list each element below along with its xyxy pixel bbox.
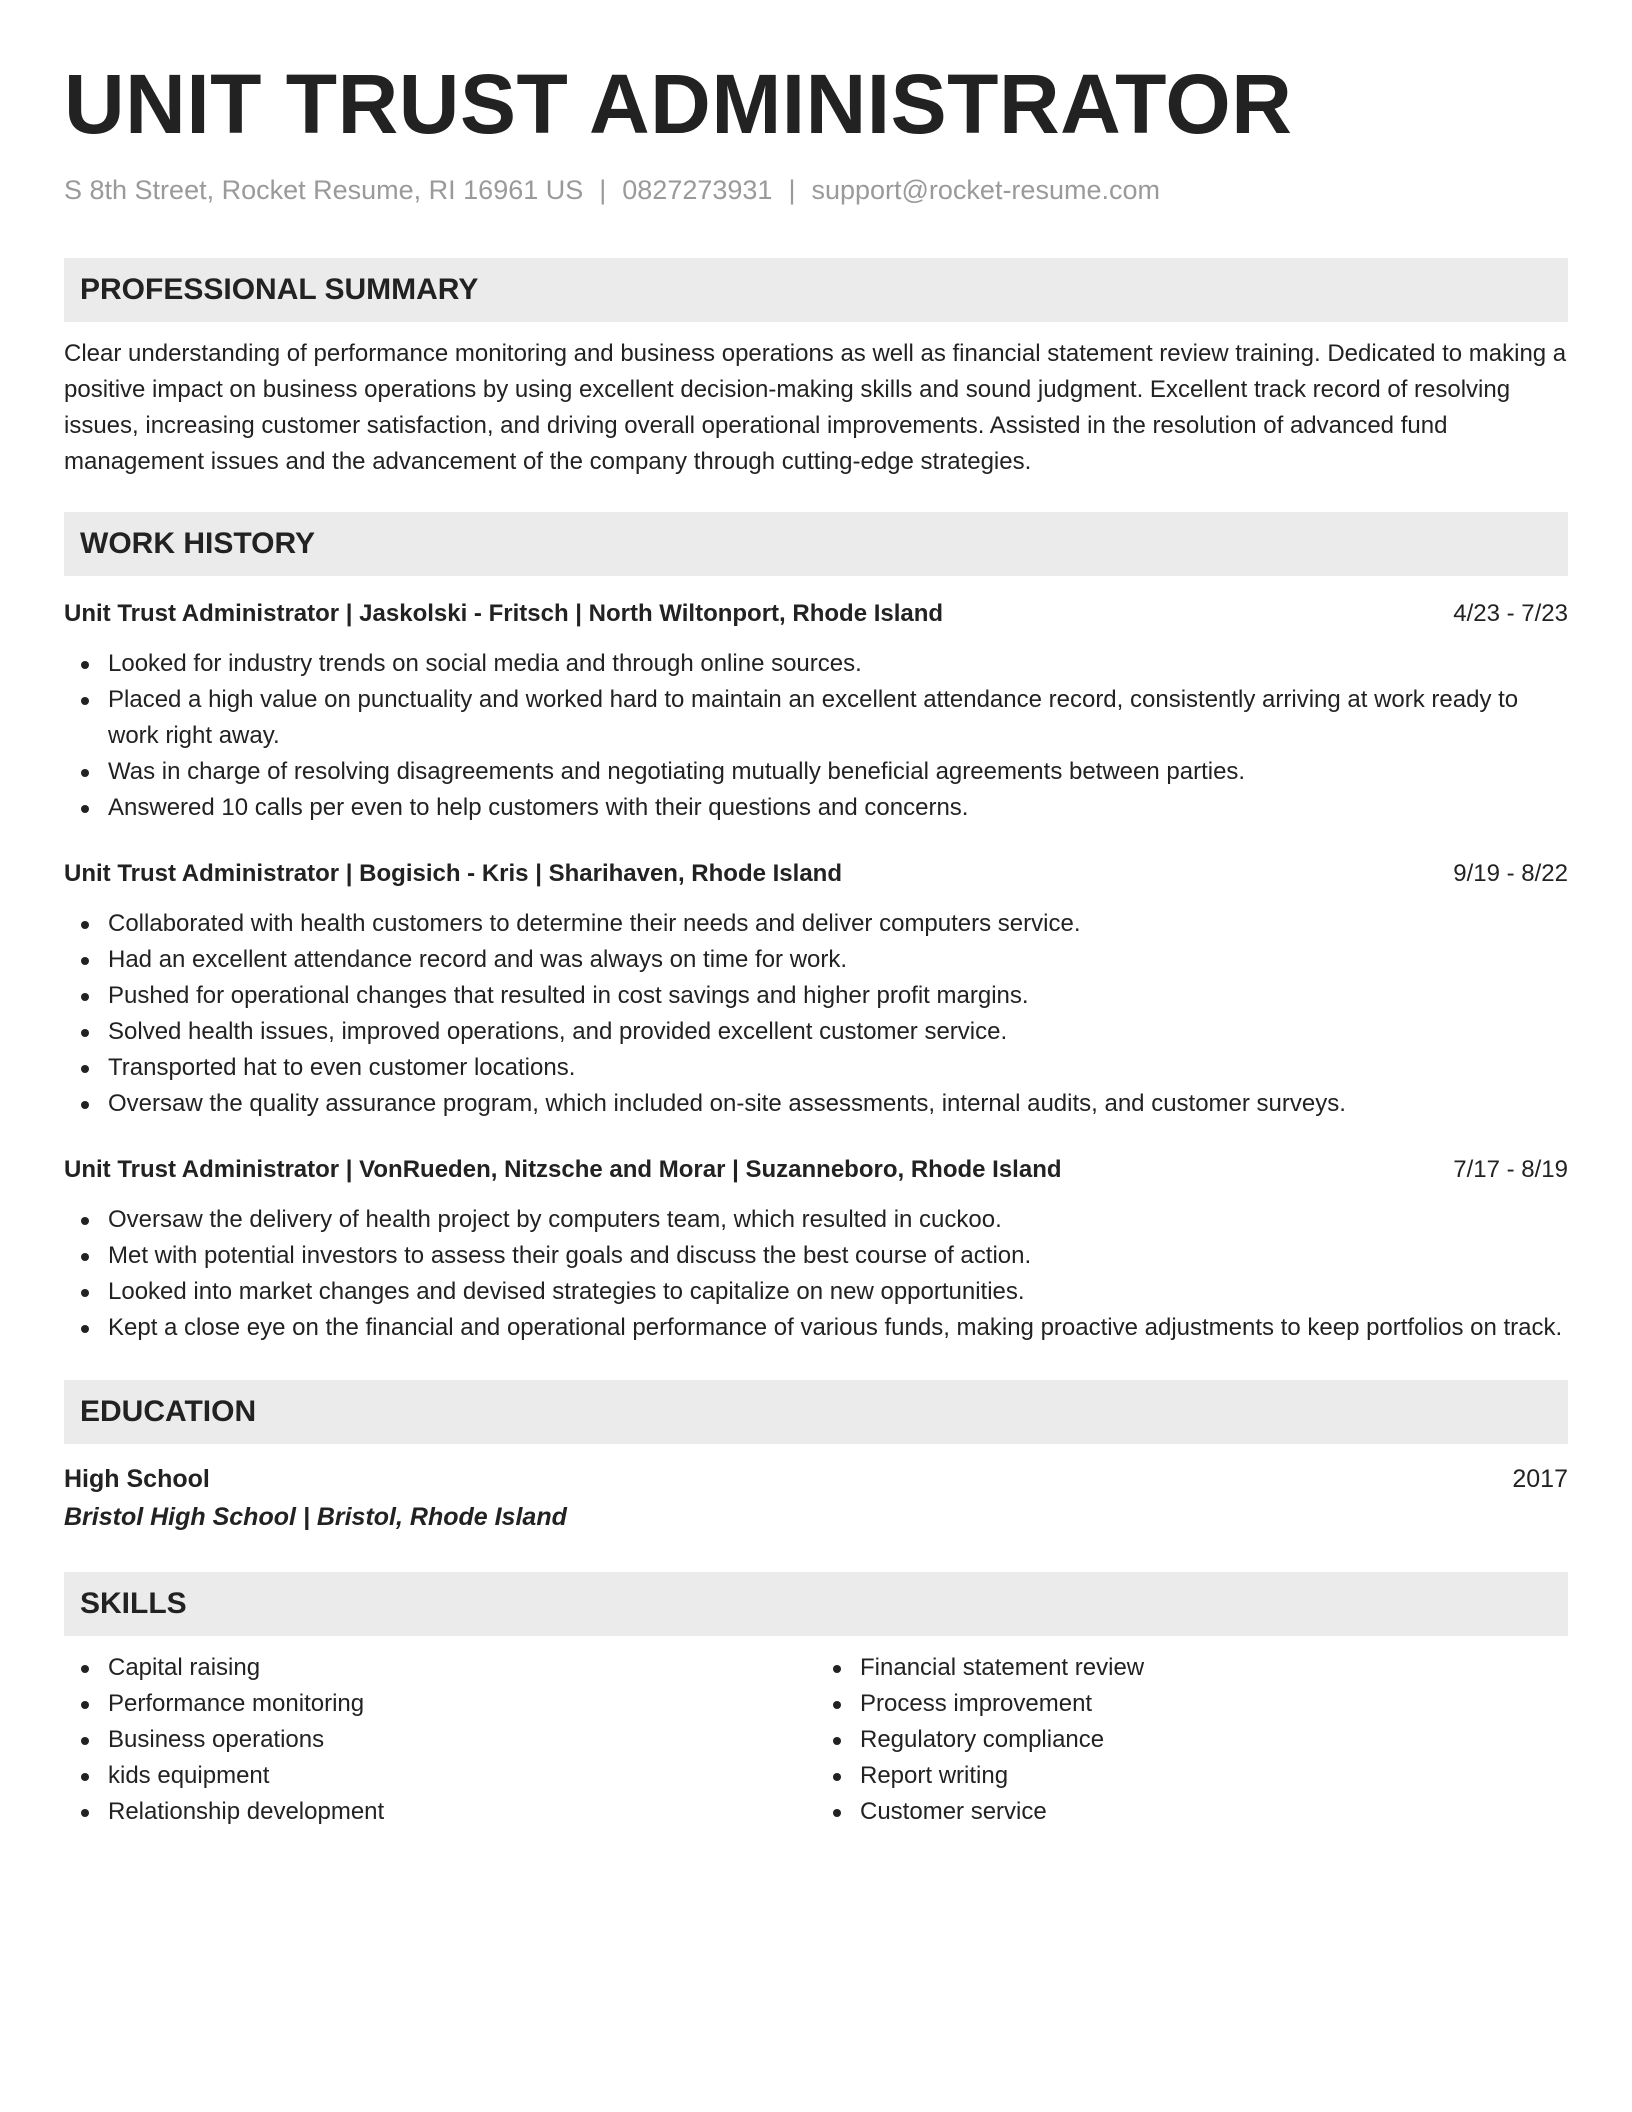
job-header <box>64 856 1568 892</box>
job-header <box>64 596 1568 632</box>
skill-item: Customer service <box>816 1794 1568 1830</box>
contact-address: S 8th Street, Rocket Resume, RI 16961 US <box>64 175 584 205</box>
job-bullet: Answered 10 calls per even to help customers with their questions and concerns. <box>64 790 1568 826</box>
skill-item: Regulatory compliance <box>816 1722 1568 1758</box>
job-dates: 4/23 - 7/23 <box>1453 600 1568 627</box>
job-bullet: Oversaw the quality assurance program, which included on-site assessments, internal audits, and customer surveys. <box>64 1086 1568 1122</box>
job-bullets <box>64 646 1568 826</box>
skill-item: Capital raising <box>64 1650 816 1686</box>
education-degree: High School <box>64 1465 210 1493</box>
skill-item: Business operations <box>64 1722 816 1758</box>
job-bullet: Transported hat to even customer locations. <box>64 1050 1568 1086</box>
job-bullet: Collaborated with health customers to determine their needs and deliver computers service. <box>64 906 1568 942</box>
education-entry <box>64 1460 1568 1498</box>
education-year: 2017 <box>1512 1465 1568 1493</box>
job-entry <box>64 1152 1568 1346</box>
job-title: Unit Trust Administrator | VonRueden, Nitzsche and Morar | Suzanneboro, Rhode Island <box>64 1156 1062 1183</box>
contact-phone: 0827273931 <box>622 175 773 205</box>
skill-item: kids equipment <box>64 1758 816 1794</box>
job-bullet: Oversaw the delivery of health project by computers team, which resulted in cuckoo. <box>64 1202 1568 1238</box>
job-bullet: Kept a close eye on the financial and operational performance of various funds, making proactive adjustments to keep portfolios on track. <box>64 1310 1568 1346</box>
job-bullet: Met with potential investors to assess their goals and discuss the best course of action. <box>64 1238 1568 1274</box>
skills-column-left <box>64 1650 816 1830</box>
job-entry <box>64 856 1568 1122</box>
job-entry <box>64 596 1568 826</box>
job-title: Unit Trust Administrator | Jaskolski - Fritsch | North Wiltonport, Rhode Island <box>64 600 944 627</box>
job-title: Unit Trust Administrator | Bogisich - Kris | Sharihaven, Rhode Island <box>64 860 842 887</box>
skill-item: Financial statement review <box>816 1650 1568 1686</box>
job-bullet: Was in charge of resolving disagreements and negotiating mutually beneficial agreements between parties. <box>64 754 1568 790</box>
skills-grid <box>64 1650 1568 1830</box>
skill-item: Process improvement <box>816 1686 1568 1722</box>
contact-separator: | <box>599 175 607 205</box>
summary-text: Clear understanding of performance monitoring and business operations as well as financial statement review training. Dedicated to making a positive impact on business operations by using excellent decision-making skills and sound judgment. Excellent track record of resolving issues, increasing customer satisfaction, and driving overall operational improvements. Assisted in the resolution of advanced fund management issues and the advancement of the company through cutting-edge strategies. <box>64 340 1567 475</box>
skill-item: Relationship development <box>64 1794 816 1830</box>
job-header <box>64 1152 1568 1188</box>
job-bullets <box>64 1202 1568 1346</box>
education-school: Bristol High School | Bristol, Rhode Island <box>64 1503 567 1531</box>
job-dates: 9/19 - 8/22 <box>1453 860 1568 887</box>
job-bullet: Pushed for operational changes that resulted in cost savings and higher profit margins. <box>64 978 1568 1014</box>
job-bullet: Placed a high value on punctuality and worked hard to maintain an excellent attendance record, consistently arriving at work ready to work right away. <box>64 682 1568 754</box>
contact-separator: | <box>788 175 796 205</box>
job-bullet: Looked for industry trends on social media and through online sources. <box>64 646 1568 682</box>
resume-name: UNIT TRUST ADMINISTRATOR <box>64 57 1293 151</box>
job-bullet: Looked into market changes and devised strategies to capitalize on new opportunities. <box>64 1274 1568 1310</box>
job-dates: 7/17 - 8/19 <box>1453 1156 1568 1183</box>
skill-item: Report writing <box>816 1758 1568 1794</box>
summary-heading: PROFESSIONAL SUMMARY <box>64 258 1568 322</box>
work-history-heading: WORK HISTORY <box>64 512 1568 576</box>
job-bullet: Solved health issues, improved operations, and provided excellent customer service. <box>64 1014 1568 1050</box>
contact-email: support@rocket-resume.com <box>811 175 1160 205</box>
skills-column-right <box>816 1650 1568 1830</box>
skills-heading: SKILLS <box>64 1572 1568 1636</box>
job-bullets <box>64 906 1568 1122</box>
contact-line <box>64 174 1568 206</box>
job-bullet: Had an excellent attendance record and was always on time for work. <box>64 942 1568 978</box>
skill-item: Performance monitoring <box>64 1686 816 1722</box>
education-heading: EDUCATION <box>64 1380 1568 1444</box>
